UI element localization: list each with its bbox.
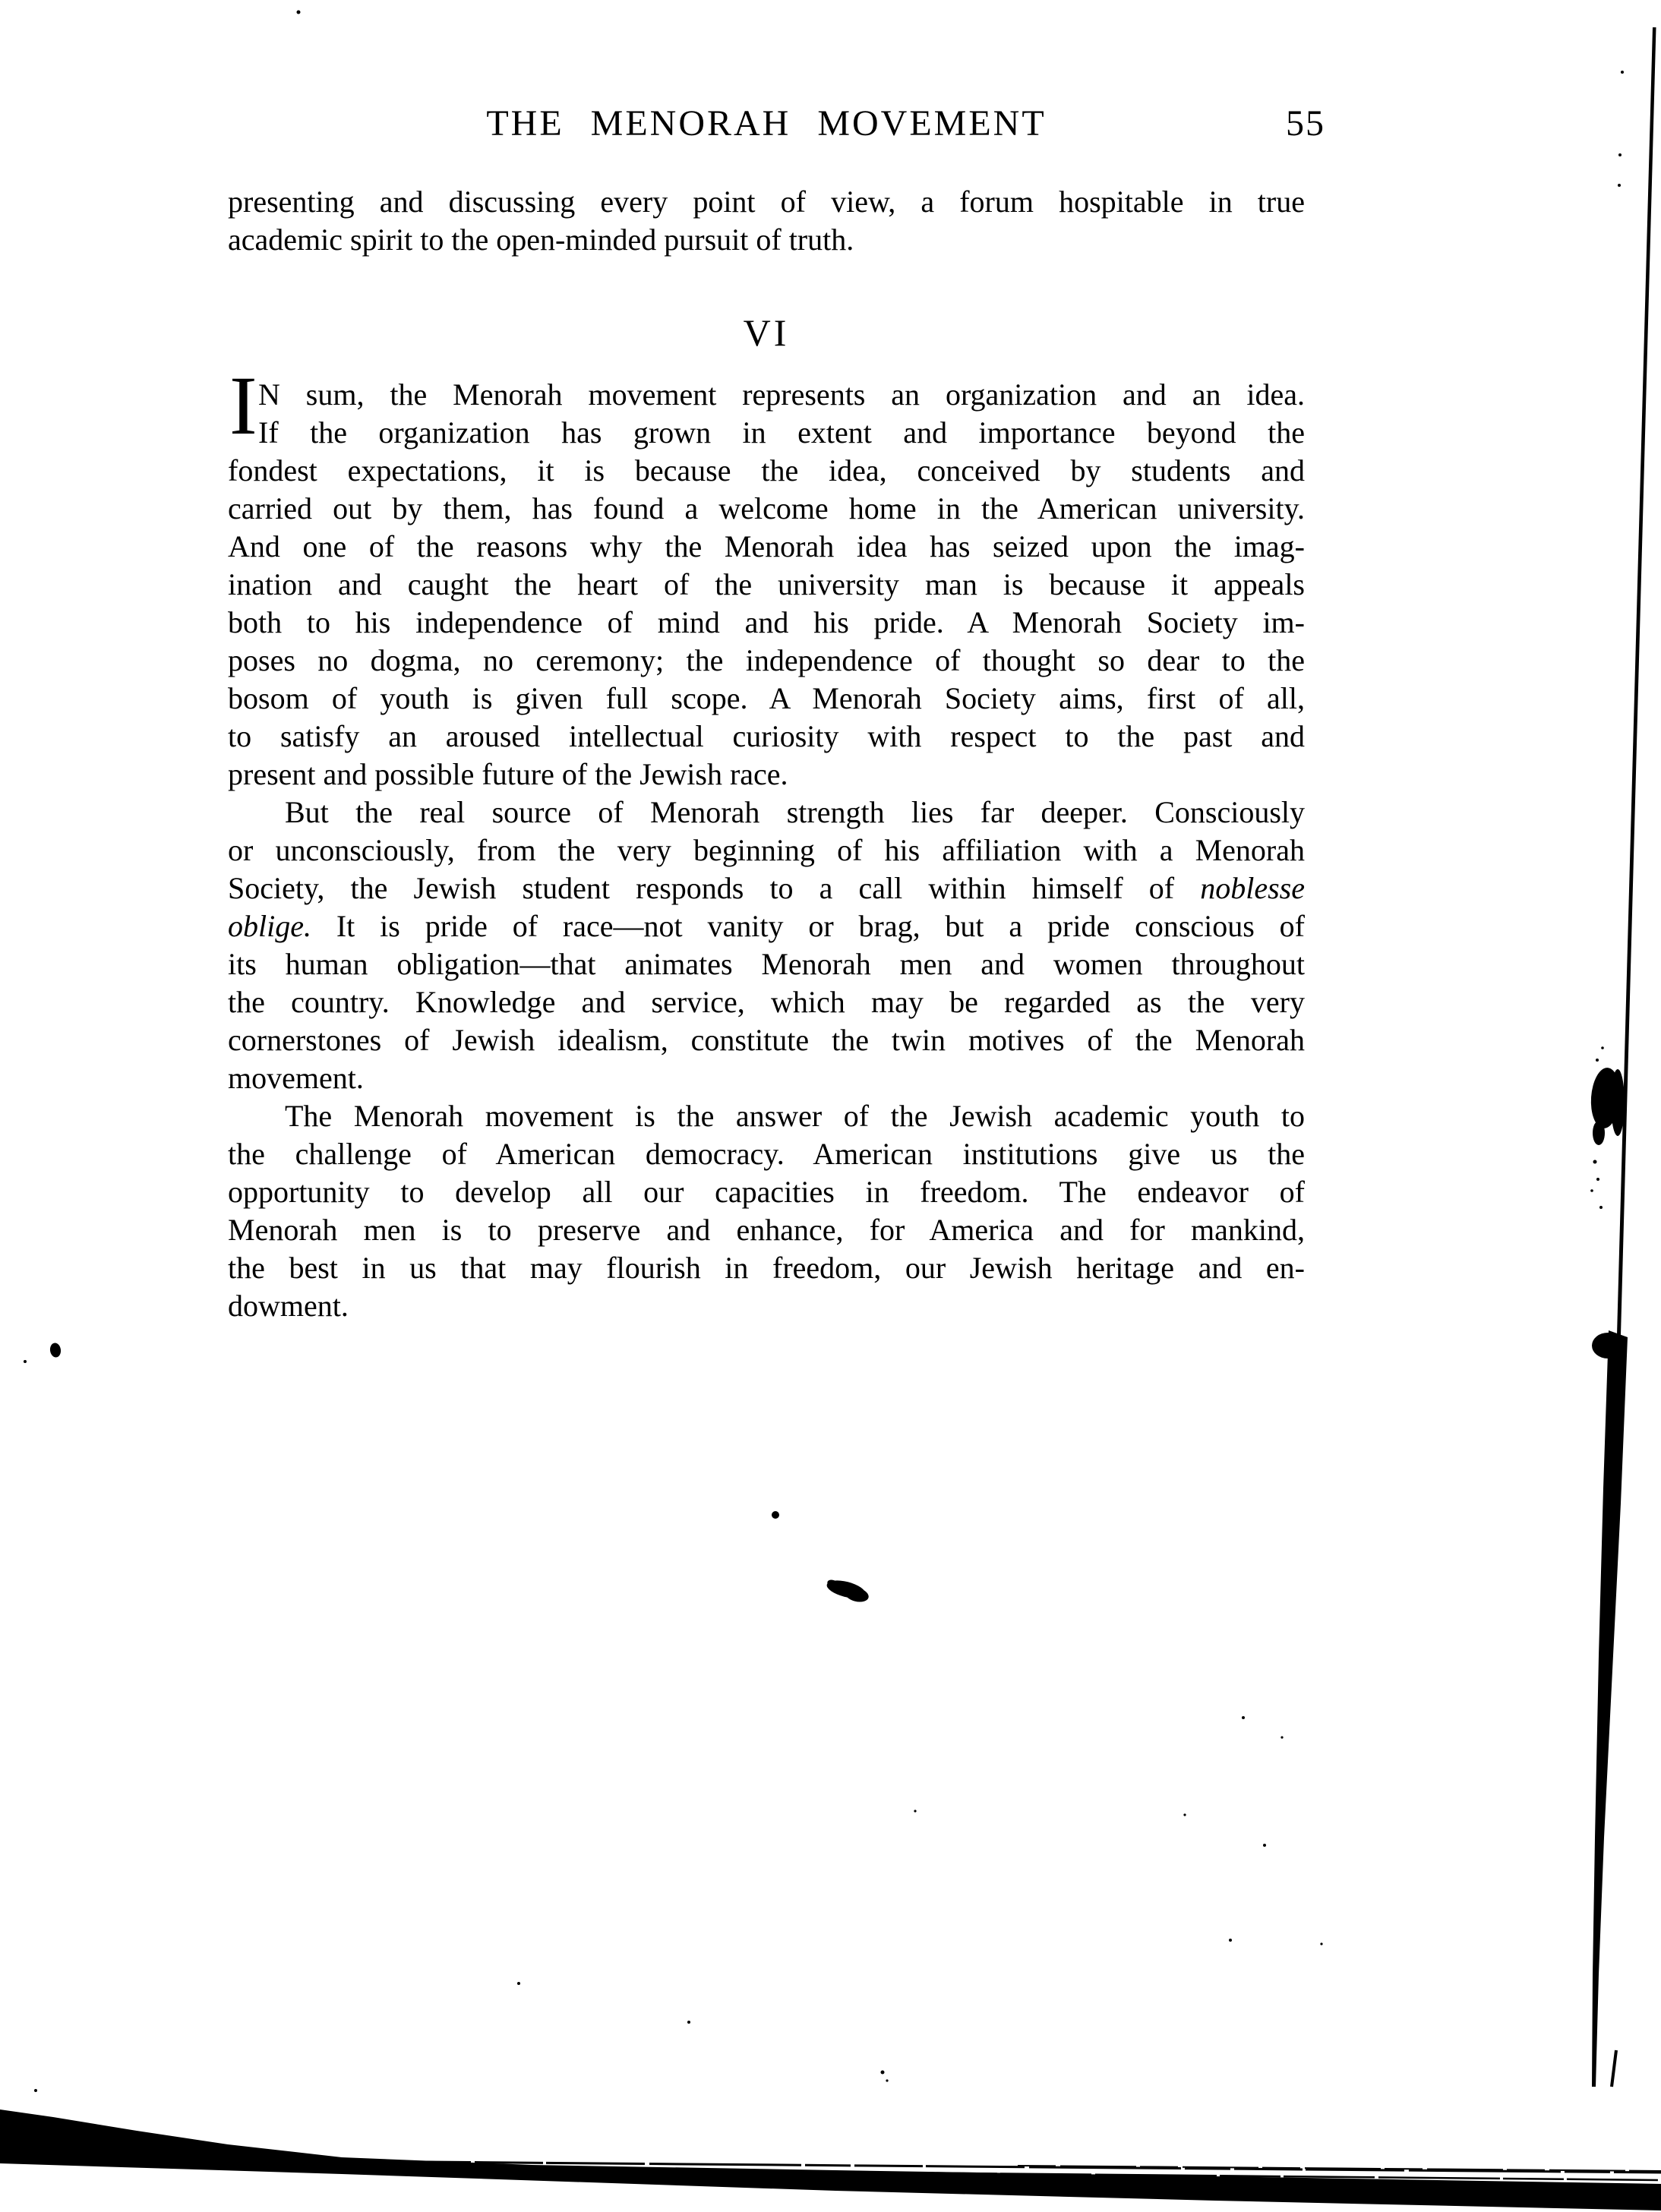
ink-dot bbox=[772, 1511, 779, 1519]
text-line: ination and caught the heart of the university man is because it appeals bbox=[228, 567, 1305, 601]
text-line: or unconsciously, from the very beginning of his affiliation with a Menorah bbox=[228, 833, 1305, 867]
text-line: opportunity to develop all our capacities in freedom. The endeavor of bbox=[228, 1175, 1305, 1209]
text-line: N sum, the Menorah movement represents an organization and an idea. bbox=[258, 377, 1305, 412]
gutter-blotch bbox=[1611, 1069, 1625, 1136]
right-edge-bar bbox=[1592, 1330, 1628, 2087]
text-line: both to his independence of mind and his pride. A Menorah Society im- bbox=[228, 605, 1305, 639]
text-line: bosom of youth is given full scope. A Menorah Society aims, first of all, bbox=[228, 681, 1305, 715]
text-line: present and possible future of the Jewish race. bbox=[228, 757, 788, 791]
text-line: presenting and discussing every point of view, a forum hospitable in true bbox=[228, 185, 1305, 219]
text-line: If the organization has grown in extent and importance beyond the bbox=[258, 415, 1305, 450]
gutter-blotch bbox=[1593, 1121, 1605, 1145]
text-line: the best in us that may flourish in freedom, our Jewish heritage and en- bbox=[228, 1251, 1305, 1285]
text-line: academic spirit to the open-minded pursuit of truth. bbox=[228, 222, 854, 257]
paragraph-answer-to-democracy bbox=[228, 1097, 1305, 1325]
page-number: 55 bbox=[1286, 103, 1325, 144]
text-line: dowment. bbox=[228, 1289, 349, 1323]
right-edge-line bbox=[1617, 27, 1656, 1335]
bottom-streaks-group bbox=[425, 2050, 1661, 2180]
paragraph-source-of-strength bbox=[228, 794, 1305, 1097]
body-text-block bbox=[228, 183, 1305, 1325]
ink-smudge bbox=[825, 1577, 867, 1601]
text-line: the challenge of American democracy. American institutions give us the bbox=[228, 1137, 1305, 1171]
text-line: But the real source of Menorah strength lies far deeper. Consciously bbox=[285, 795, 1305, 829]
bar-head-fuzz bbox=[1592, 1333, 1624, 1358]
section-heading-vi: VI bbox=[743, 311, 790, 354]
text-line: fondest expectations, it is because the idea, conceived by students and bbox=[228, 453, 1305, 488]
text-segment: Society, the Jewish student responds to a call within himself of bbox=[228, 871, 1175, 905]
italic-text-segment: oblige. bbox=[228, 909, 311, 943]
text-line: poses no dogma, no ceremony; the independence of thought so dear to the bbox=[228, 643, 1305, 677]
paragraph-in-sum bbox=[228, 359, 1305, 794]
text-line bbox=[228, 869, 1305, 907]
text-line: cornerstones of Jewish idealism, constitute the twin motives of the Menorah bbox=[228, 1023, 1305, 1057]
text-line: Menorah men is to preserve and enhance, for America and for mankind, bbox=[228, 1213, 1305, 1247]
text-line: to satisfy an aroused intellectual curiosity with respect to the past and bbox=[228, 719, 1305, 753]
margin-blot bbox=[49, 1343, 62, 1358]
text-line: its human obligation—that animates Menorah men and women throughout bbox=[228, 947, 1305, 981]
text-line bbox=[228, 907, 1305, 945]
text-segment: It is pride of race—not vanity or brag, but a pride conscious of bbox=[336, 909, 1306, 943]
text-line: carried out by them, has found a welcome home in the American university. bbox=[228, 491, 1305, 525]
drop-cap-letter: I bbox=[229, 359, 257, 452]
paragraph-continuation bbox=[228, 183, 1305, 259]
text-line: movement. bbox=[228, 1061, 364, 1095]
text-line: the country. Knowledge and service, which may be regarded as the very bbox=[228, 985, 1305, 1019]
running-header-title: THE MENORAH MOVEMENT bbox=[486, 103, 1047, 144]
ink-smudge bbox=[843, 1585, 870, 1604]
text-line: And one of the reasons why the Menorah idea has seized upon the imag- bbox=[228, 529, 1305, 563]
italic-text-segment: noblesse bbox=[1200, 871, 1305, 905]
ink-smudge bbox=[826, 1578, 841, 1589]
gutter-blotch bbox=[1589, 1067, 1622, 1129]
text-line: The Menorah movement is the answer of the Jewish academic youth to bbox=[285, 1099, 1305, 1133]
bottom-shadow-band bbox=[0, 2109, 1661, 2210]
